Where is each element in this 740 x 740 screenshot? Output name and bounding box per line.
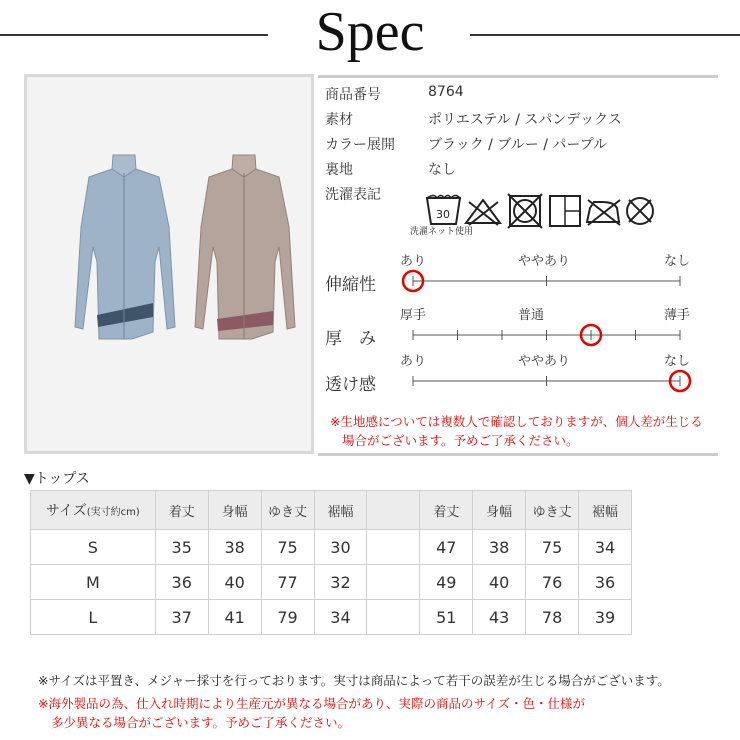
no-dry-clean-icon: [627, 198, 653, 224]
short-value-cell: 41: [208, 600, 261, 635]
size-row: [31, 600, 632, 635]
short-value-cell: 34: [314, 600, 367, 635]
spec-value: ブラック / ブルー / パープル: [428, 137, 608, 153]
gap-col: [367, 491, 420, 530]
size-unit: (実寸約cm): [86, 507, 140, 518]
no-tumble-dry-icon: [508, 194, 542, 228]
footnote-overseas-line2: 多少異なる場合がございます。予めご了承ください。: [51, 715, 351, 730]
scale-left-label: あり: [400, 254, 427, 269]
scale-track: [400, 266, 700, 296]
scale-right-label: 薄手: [664, 308, 691, 323]
spec-value: なし: [428, 162, 456, 178]
long-value-cell: 40: [473, 565, 526, 600]
scale-left-label: あり: [400, 354, 427, 369]
wash-temp: 30: [436, 208, 450, 221]
gap-cell: [367, 530, 420, 565]
long-value-cell: 47: [420, 530, 473, 565]
scale-track: [400, 366, 700, 396]
long-col-2: ゆき丈: [526, 491, 579, 530]
scale-label: 厚 み: [325, 329, 376, 349]
scale-track: [400, 320, 700, 350]
short-value-cell: 79: [261, 600, 314, 635]
line-dry-icon: [550, 196, 580, 226]
long-value-cell: 39: [579, 600, 632, 635]
size-cell: L: [31, 600, 156, 635]
short-col-1: 身幅: [208, 491, 261, 530]
size-row: [31, 530, 632, 565]
long-value-cell: 51: [420, 600, 473, 635]
gap-cell: [367, 565, 420, 600]
scale-label: 透け感: [325, 375, 376, 395]
spec-top-rule: [318, 75, 718, 78]
long-value-cell: 38: [473, 530, 526, 565]
spec-label: 素材: [325, 112, 353, 128]
spec-label: 商品番号: [325, 87, 381, 103]
scale-mid-label: 普通: [518, 308, 545, 323]
size-cell: M: [31, 565, 156, 600]
scale-mid-label: ややあり: [518, 254, 571, 269]
footnote-overseas: [38, 694, 738, 732]
long-value-cell: 36: [579, 565, 632, 600]
long-value-cell: 49: [420, 565, 473, 600]
long-value-cell: 34: [579, 530, 632, 565]
long-col-0: 着丈: [420, 491, 473, 530]
short-col-2: ゆき丈: [261, 491, 314, 530]
no-iron-icon: [587, 200, 620, 225]
footnote-measure: ※サイズは平置き、メジャー採寸を行っております。実寸は商品によって若干の誤差が生じる場合がございます。: [38, 673, 670, 688]
no-bleach-icon: [466, 200, 500, 225]
long-value-cell: 78: [526, 600, 579, 635]
wash-note: 洗濯ネット使用: [410, 227, 474, 237]
long-col-3: 裾幅: [579, 491, 632, 530]
spec-label: 洗濯表記: [325, 187, 381, 203]
short-value-cell: 38: [208, 530, 261, 565]
spec-value: ポリエステル / スパンデックス: [428, 112, 622, 128]
long-value-cell: 43: [473, 600, 526, 635]
product-photo: [24, 74, 314, 454]
section-title: ▼トップス: [24, 471, 90, 487]
short-value-cell: 77: [261, 565, 314, 600]
short-value-cell: 30: [314, 530, 367, 565]
scale-label: 伸縮性: [325, 275, 376, 295]
spec-label: カラー展開: [325, 137, 395, 153]
size-table-header: [31, 491, 632, 530]
size-row: [31, 565, 632, 600]
footnote-overseas-line1: ※海外製品の為、仕入れ時期により生産元が異なる場合があり、実際の商品のサイズ・色・仕様が: [38, 696, 585, 711]
short-value-cell: 37: [155, 600, 208, 635]
fabric-note-line2: 場合がございます。予めご了承ください。: [342, 433, 579, 448]
size-header: [31, 491, 156, 530]
size-cell: S: [31, 530, 156, 565]
size-table: [30, 490, 632, 635]
size-table-body: [31, 530, 632, 635]
short-value-cell: 35: [155, 530, 208, 565]
spec-label: 裏地: [325, 162, 353, 178]
page-title: Spec: [315, 1, 425, 63]
spec-value: 8764: [428, 84, 464, 100]
spec-bottom-rule: [318, 453, 718, 456]
title-rule-right: [470, 34, 740, 36]
fabric-note: [330, 412, 720, 450]
short-value-cell: 75: [261, 530, 314, 565]
gap-cell: [367, 600, 420, 635]
short-col-3: 裾幅: [314, 491, 367, 530]
fabric-note-line1: ※生地感については複数人で確認しておりますが、個人差が生じる: [330, 414, 703, 429]
long-value-cell: 75: [526, 530, 579, 565]
short-value-cell: 32: [314, 565, 367, 600]
short-col-0: 着丈: [155, 491, 208, 530]
long-col-1: 身幅: [473, 491, 526, 530]
short-value-cell: 40: [208, 565, 261, 600]
size-header-label: サイズ: [45, 503, 87, 519]
scale-left-label: 厚手: [400, 308, 427, 323]
scale-right-label: なし: [664, 354, 691, 369]
product-image: [27, 77, 311, 451]
short-value-cell: 36: [155, 565, 208, 600]
scale-right-label: なし: [664, 254, 691, 269]
long-value-cell: 76: [526, 565, 579, 600]
scale-mid-label: ややあり: [518, 354, 571, 369]
wash-30-icon: [427, 196, 460, 225]
